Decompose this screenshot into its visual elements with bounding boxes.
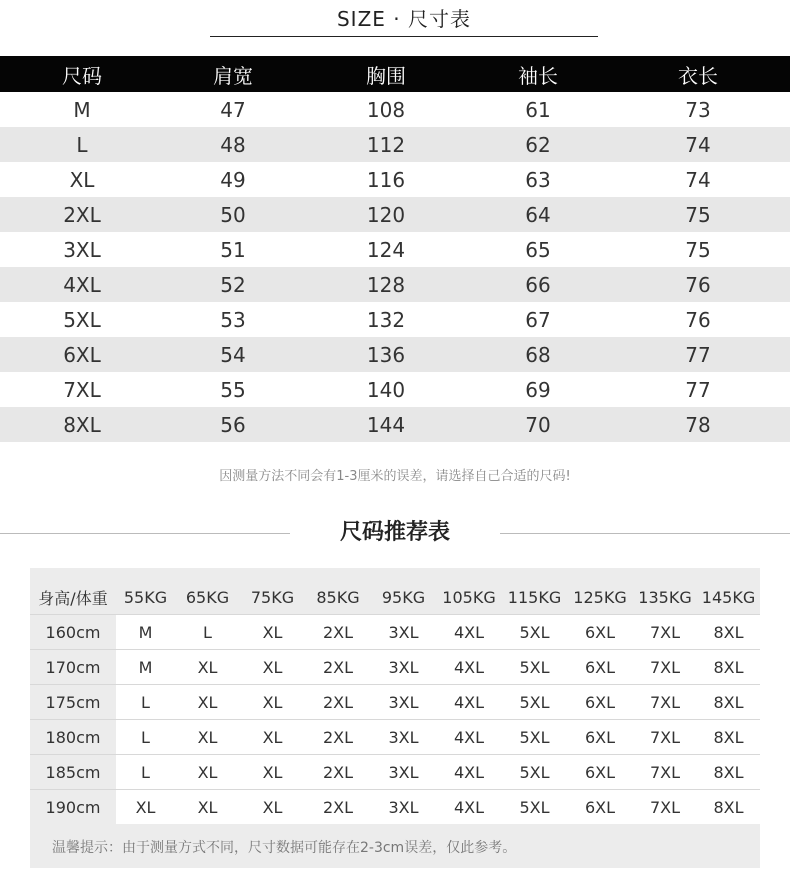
recommend-height-cell: 180cm xyxy=(30,720,116,755)
size-cell: 112 xyxy=(302,127,470,162)
size-cell: 116 xyxy=(366,167,406,192)
size-cell: 108 xyxy=(366,97,406,122)
size-cell: 6XL xyxy=(0,337,164,372)
recommend-table xyxy=(30,580,760,824)
recommend-size-cell: 4XL xyxy=(436,790,502,825)
size-cell: 7XL xyxy=(63,377,101,402)
size-row xyxy=(0,302,790,337)
size-cell: 73 xyxy=(685,97,711,122)
size-cell: 47 xyxy=(220,97,246,122)
recommend-size-cell: 4XL xyxy=(436,650,502,685)
recommend-size-cell: 5XL xyxy=(502,720,567,755)
size-cell: 75 xyxy=(606,197,790,232)
recommend-panel xyxy=(30,568,760,868)
recommend-size-cell: 5XL xyxy=(502,615,567,650)
recommend-size-cell: 8XL xyxy=(697,755,760,790)
recommend-size-cell: L xyxy=(175,615,240,650)
size-cell: 48 xyxy=(164,127,302,162)
size-cell: 74 xyxy=(606,127,790,162)
size-cell: 50 xyxy=(164,197,302,232)
recommend-size-cell: XL xyxy=(175,720,240,755)
recommend-size-cell: 7XL xyxy=(633,615,697,650)
recommend-size-cell: 8XL xyxy=(697,790,760,825)
recommend-header-cell: 95KG xyxy=(381,587,426,607)
size-row xyxy=(0,232,790,267)
recommend-row xyxy=(30,720,760,755)
recommend-size-cell: 5XL xyxy=(502,790,567,825)
size-row xyxy=(0,92,790,127)
recommend-header-row xyxy=(30,580,760,615)
left-divider xyxy=(0,533,290,534)
recommend-size-cell: M xyxy=(116,615,175,650)
recommend-size-cell: XL xyxy=(240,790,305,825)
recommend-size-cell: XL xyxy=(240,755,305,790)
size-cell: 56 xyxy=(164,407,302,442)
recommend-size-cell: 8XL xyxy=(697,615,760,650)
recommend-size-cell: 7XL xyxy=(633,790,697,825)
recommend-size-cell: 5XL xyxy=(502,755,567,790)
recommend-title: 尺码推荐表 xyxy=(339,520,450,545)
size-cell: 63 xyxy=(525,167,551,192)
size-cell: 4XL xyxy=(0,267,164,302)
size-cell: 140 xyxy=(366,377,406,402)
recommend-size-cell: 5XL xyxy=(502,685,567,720)
size-chart-table xyxy=(0,56,790,442)
recommend-header-cell: 135KG xyxy=(638,587,692,607)
size-cell: XL xyxy=(69,167,95,192)
recommend-row xyxy=(30,685,760,720)
recommend-size-cell: 5XL xyxy=(502,650,567,685)
size-cell: 62 xyxy=(470,127,606,162)
size-cell: 76 xyxy=(606,267,790,302)
size-chart-note: 因测量方法不同会有1-3厘米的误差，请选择自己合适的尺码! xyxy=(219,469,571,484)
size-header-cell: 衣长 xyxy=(606,56,790,92)
recommend-size-cell: 3XL xyxy=(371,650,436,685)
recommend-size-cell: 8XL xyxy=(697,650,760,685)
recommend-header-cell: 75KG xyxy=(250,587,295,607)
size-cell: 76 xyxy=(685,307,711,332)
recommend-size-cell: 3XL xyxy=(371,720,436,755)
recommend-size-cell: 6XL xyxy=(567,650,633,685)
recommend-size-cell: 8XL xyxy=(697,685,760,720)
size-chart-header-row xyxy=(0,56,790,92)
recommend-size-cell: 3XL xyxy=(371,615,436,650)
size-cell: 77 xyxy=(685,377,711,402)
size-cell: 8XL xyxy=(0,407,164,442)
recommend-size-cell: 3XL xyxy=(371,685,436,720)
recommend-header-cell: 55KG xyxy=(123,587,168,607)
size-cell: 64 xyxy=(470,197,606,232)
recommend-size-cell: 2XL xyxy=(305,720,371,755)
recommend-size-cell: 2XL xyxy=(305,685,371,720)
recommend-size-cell: XL xyxy=(175,685,240,720)
recommend-size-cell: XL xyxy=(240,650,305,685)
recommend-size-cell: 6XL xyxy=(567,755,633,790)
size-cell: 65 xyxy=(525,237,551,262)
recommend-size-cell: 6XL xyxy=(567,615,633,650)
recommend-size-cell: XL xyxy=(175,790,240,825)
size-row xyxy=(0,162,790,197)
size-cell: 132 xyxy=(366,307,406,332)
recommend-size-cell: 2XL xyxy=(305,755,371,790)
recommend-size-cell: XL xyxy=(240,720,305,755)
size-header-cell: 尺码 xyxy=(0,56,164,92)
size-header-cell: 袖长 xyxy=(470,56,606,92)
size-cell: 55 xyxy=(220,377,246,402)
size-row xyxy=(0,337,790,372)
recommend-size-cell: L xyxy=(116,755,175,790)
size-cell: 66 xyxy=(470,267,606,302)
recommend-size-cell: 2XL xyxy=(305,615,371,650)
recommend-size-cell: 7XL xyxy=(633,755,697,790)
recommend-size-cell: M xyxy=(116,650,175,685)
size-cell: 144 xyxy=(302,407,470,442)
size-header-cell: 肩宽 xyxy=(164,56,302,92)
size-cell: 136 xyxy=(302,337,470,372)
size-cell: 53 xyxy=(220,307,246,332)
recommend-size-cell: 2XL xyxy=(305,650,371,685)
recommend-header-cell: 125KG xyxy=(573,587,627,607)
recommend-size-cell: XL xyxy=(240,685,305,720)
recommend-size-cell: 4XL xyxy=(436,685,502,720)
recommend-size-cell: 6XL xyxy=(567,720,633,755)
recommend-size-cell: 7XL xyxy=(633,685,697,720)
size-cell: 61 xyxy=(525,97,551,122)
size-cell: M xyxy=(73,97,91,122)
size-cell: 2XL xyxy=(0,197,164,232)
size-row xyxy=(0,197,790,232)
recommend-size-cell: XL xyxy=(116,790,175,825)
recommend-size-cell: 3XL xyxy=(371,790,436,825)
size-cell: 128 xyxy=(302,267,470,302)
recommend-size-cell: 2XL xyxy=(305,790,371,825)
recommend-size-cell: 3XL xyxy=(371,755,436,790)
size-cell: 74 xyxy=(685,167,711,192)
recommend-size-cell: 4XL xyxy=(436,720,502,755)
recommend-height-cell: 160cm xyxy=(30,615,116,650)
size-header-cell: 胸围 xyxy=(302,56,470,92)
recommend-size-cell: 4XL xyxy=(436,755,502,790)
size-cell: L xyxy=(0,127,164,162)
size-row xyxy=(0,267,790,302)
size-row xyxy=(0,372,790,407)
recommend-header-cell: 85KG xyxy=(316,587,360,607)
size-cell: 78 xyxy=(606,407,790,442)
size-chart-title: SIZE · 尺寸表 xyxy=(210,4,598,37)
recommend-note: 温馨提示：由于测量方式不同，尺寸数据可能存在2-3cm误差，仅此参考。 xyxy=(52,840,517,856)
recommend-header-cell: 105KG xyxy=(442,587,496,607)
right-divider xyxy=(500,533,790,534)
recommend-header-cell: 115KG xyxy=(507,587,562,607)
size-cell: 52 xyxy=(164,267,302,302)
recommend-size-cell: XL xyxy=(175,650,240,685)
recommend-size-cell: 7XL xyxy=(633,650,697,685)
size-cell: 51 xyxy=(220,237,246,262)
size-cell: 54 xyxy=(164,337,302,372)
size-cell: 49 xyxy=(220,167,246,192)
recommend-row xyxy=(30,650,760,685)
size-cell: 68 xyxy=(470,337,606,372)
recommend-size-cell: L xyxy=(116,685,175,720)
recommend-size-cell: XL xyxy=(175,755,240,790)
size-cell: 120 xyxy=(302,197,470,232)
size-cell: 77 xyxy=(606,337,790,372)
recommend-size-cell: 7XL xyxy=(633,720,697,755)
recommend-header-cell: 145KG xyxy=(701,587,756,607)
recommend-height-cell: 175cm xyxy=(30,685,116,720)
recommend-height-cell: 185cm xyxy=(30,755,116,790)
recommend-size-cell: 6XL xyxy=(567,790,633,825)
recommend-row xyxy=(30,615,760,650)
recommend-row xyxy=(30,755,760,790)
recommend-header-cell: 65KG xyxy=(185,587,230,607)
size-cell: 124 xyxy=(366,237,406,262)
recommend-size-cell: 4XL xyxy=(436,615,502,650)
size-cell: 69 xyxy=(525,377,551,402)
size-cell: 3XL xyxy=(63,237,101,262)
recommend-header-cell: 身高/体重 xyxy=(38,588,108,608)
recommend-row xyxy=(30,790,760,825)
size-cell: 5XL xyxy=(63,307,101,332)
recommend-size-cell: 8XL xyxy=(697,720,760,755)
recommend-height-cell: 170cm xyxy=(30,650,116,685)
size-row xyxy=(0,127,790,162)
recommend-size-cell: 6XL xyxy=(567,685,633,720)
size-cell: 70 xyxy=(470,407,606,442)
recommend-size-cell: XL xyxy=(240,615,305,650)
size-cell: 75 xyxy=(685,237,711,262)
size-cell: 67 xyxy=(525,307,551,332)
recommend-size-cell: L xyxy=(116,720,175,755)
recommend-height-cell: 190cm xyxy=(30,790,116,825)
size-row xyxy=(0,407,790,442)
